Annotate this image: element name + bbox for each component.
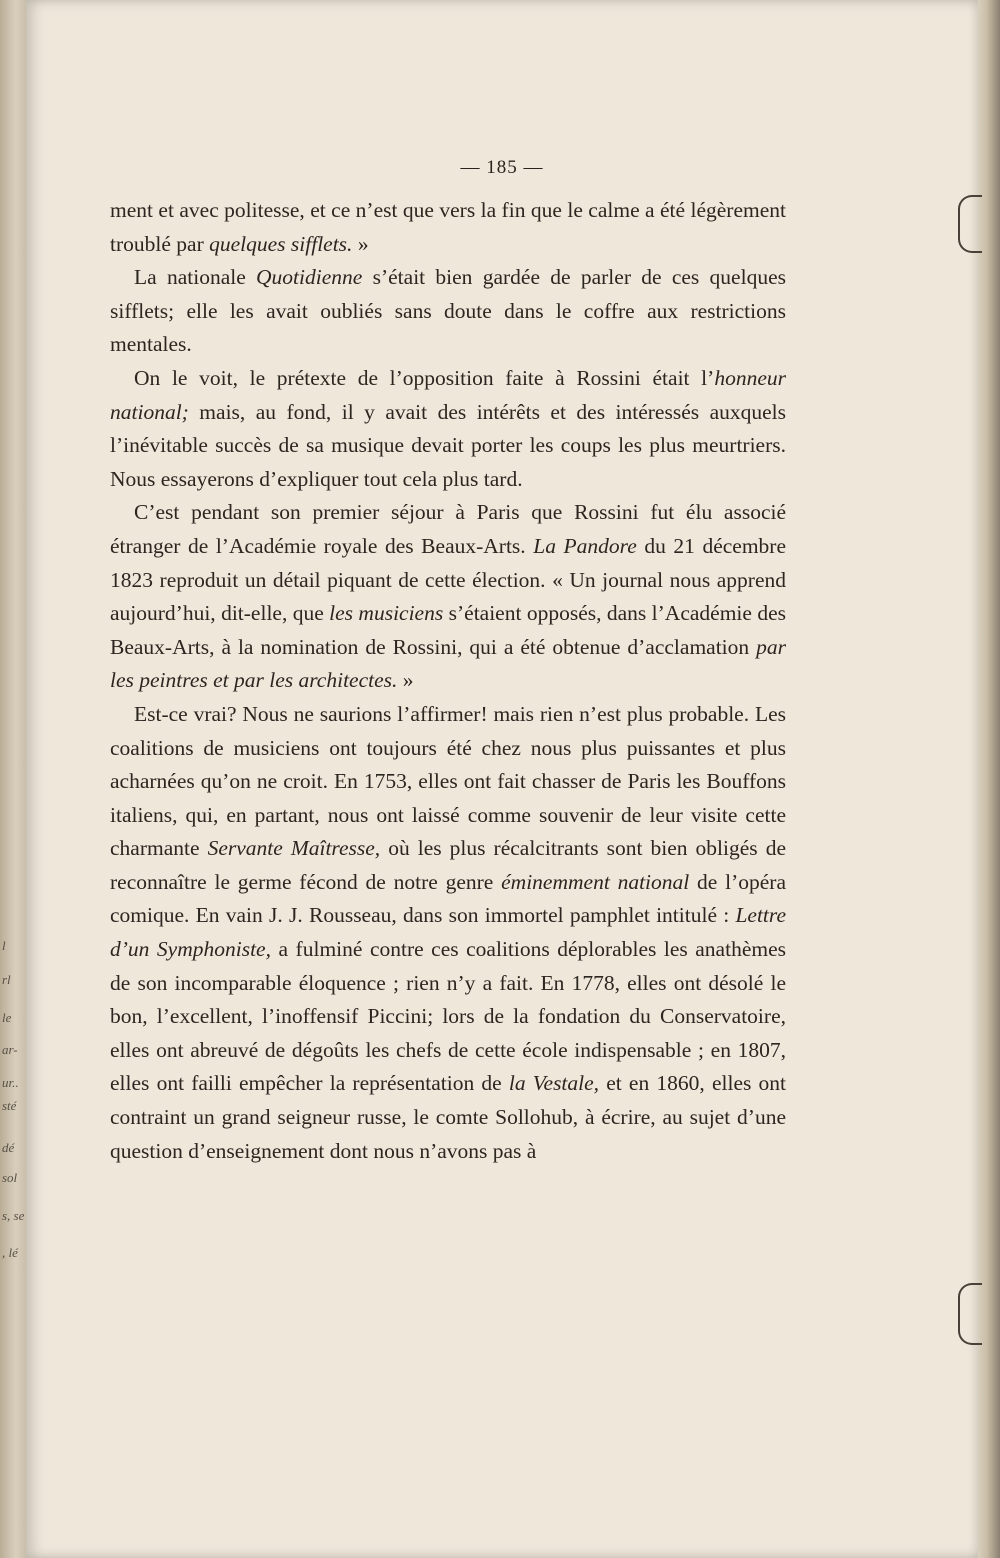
paragraph	[110, 194, 786, 261]
margin-fragment: ur..	[2, 1075, 19, 1090]
binding-tab-top	[958, 195, 982, 253]
italic-text: Servante Maîtresse,	[207, 836, 381, 861]
italic-text: Lettre d’un Symphoniste,	[110, 903, 786, 962]
paragraph	[110, 698, 786, 1168]
binding-tab-bottom	[958, 1283, 982, 1345]
text-run: La nationale	[134, 265, 257, 290]
text-run: où les plus récalcitrants sont bien obligés de reconnaître le germe fécond de notre genre	[110, 836, 786, 894]
text-run: Est-ce vrai? Nous ne saurions l’affirmer! mais rien n’est plus probable. Les coalitions de musiciens ont toujours été chez nous plus puissantes et plus acharnées qu’on ne croit. En 1753, elles ont fait chasser de Paris les Bouffons italiens, qui, en partant, nous ont laissé comme souvenir de leur visite cette charmante	[110, 701, 786, 861]
italic-text: éminemment national	[501, 869, 690, 894]
text-run: mais, au fond, il y avait des intérêts et des intéressés auxquels l’inévitable succès de sa musique devait porter les coups les plus meurtriers. Nous essayerons d’expliquer tout cela plus tard.	[110, 399, 786, 491]
page-number: — 185 —	[460, 157, 544, 178]
margin-fragment: ar-	[2, 1042, 18, 1057]
margin-fragment: , lé	[2, 1245, 18, 1260]
italic-text: quelques sifflets.	[209, 231, 353, 256]
text-run: »	[352, 231, 369, 256]
paragraph	[110, 261, 786, 362]
text-run: s’étaient opposés, dans l’Académie des Beaux-Arts, à la nomination de Rossini, qui a été obtenue d’acclamation	[110, 601, 786, 659]
text-run: de l’opéra comique. En vain J. J. Rousseau, dans son immortel pamphlet intitulé :	[110, 869, 787, 928]
paragraph	[110, 496, 786, 698]
margin-fragment: s, se	[2, 1208, 24, 1223]
book-page	[26, 0, 978, 1558]
text-run: ment et avec politesse, et ce n’est que vers la fin que le calme a été légèrement troublé par	[110, 198, 786, 256]
text-run: du 21 décembre 1823 reproduit un détail piquant de cette élection. « Un journal nous apprend aujourd’hui, dit-elle, que	[110, 533, 786, 626]
italic-text: par les peintres et par les architectes.	[110, 634, 786, 693]
text-run: C’est pendant son premier séjour à Paris que Rossini fut élu associé étranger de l’Académie royale des Beaux-Arts.	[110, 500, 786, 558]
paragraph	[110, 362, 786, 496]
body-text	[110, 194, 786, 1168]
text-run: et en 1860, elles ont contraint un grand seigneur russe, le comte Sollohub, à écrire, au sujet d’une question d’enseignement dont nous n’avons pas à	[110, 1071, 787, 1163]
text-run: s’était bien gardée de parler de ces quelques sifflets; elle les avait oubliés sans doute dans le coffre aux restrictions mentales.	[110, 265, 786, 357]
margin-fragment: le	[2, 1010, 12, 1025]
adjacent-page-strip	[0, 0, 26, 1558]
italic-text: les musiciens	[329, 601, 444, 626]
italic-text: la Vestale,	[508, 1071, 600, 1096]
margin-fragment: sol	[2, 1170, 18, 1185]
margin-fragment: rl	[2, 972, 11, 987]
italic-text: honneur national;	[110, 365, 786, 424]
margin-fragment: l	[2, 938, 6, 953]
text-run: On le voit, le prétexte de l’opposition faite à Rossini était l’	[134, 365, 715, 390]
text-run: »	[397, 668, 414, 693]
italic-text: La Pandore	[533, 533, 637, 558]
margin-fragment: sté	[2, 1098, 17, 1113]
italic-text: Quotidienne	[256, 265, 363, 290]
text-run: a fulminé contre ces coalitions déplorables les anathèmes de son incomparable éloquence ; rien n’y a fait. En 1778, elles ont désolé le bon, l’excellent, l’inoffensif Piccini; lors de la fondation du Conservatoire, elles ont abreuvé de dégoûts les chefs de cette école indispensable ; en 1807, elles ont failli empêcher la représentation de	[110, 937, 786, 1096]
margin-fragment: dé	[2, 1140, 15, 1155]
